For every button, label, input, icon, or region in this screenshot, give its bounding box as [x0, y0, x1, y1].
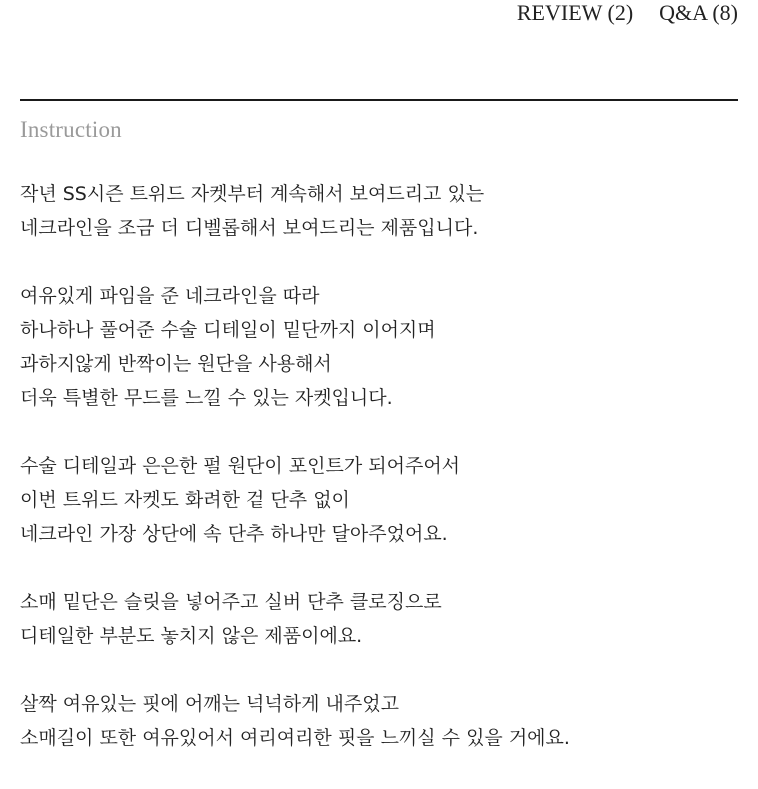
paragraph [20, 279, 748, 415]
text-line: 과하지않게 반짝이는 원단을 사용해서 [20, 353, 332, 375]
text-line: 소매길이 또한 여유있어서 여리여리한 핏을 느끼실 수 있을 거에요. [20, 727, 570, 749]
text-line: 여유있게 파임을 준 네크라인을 따라 [20, 285, 320, 307]
text-line: 수술 디테일과 은은한 펄 원단이 포인트가 되어주어서 [20, 455, 461, 477]
text-line: 더욱 특별한 무드를 느낄 수 있는 자켓입니다. [20, 387, 393, 409]
paragraph [20, 585, 748, 653]
text-line: 작년 SS시즌 트위드 자켓부터 계속해서 보여드리고 있는 [20, 183, 485, 205]
text-line: 살짝 여유있는 핏에 어깨는 넉넉하게 내주었고 [20, 693, 399, 715]
qa-tab-link[interactable]: Q&A (8) [659, 0, 738, 25]
text-line: 네크라인 가장 상단에 속 단추 하나만 달아주었어요. [20, 523, 448, 545]
text-line: 디테일한 부분도 놓치지 않은 제품이에요. [20, 625, 363, 647]
section-divider [20, 99, 738, 101]
paragraph [20, 687, 748, 755]
text-line: 이번 트위드 자켓도 화려한 겉 단추 없이 [20, 489, 350, 511]
instruction-content [20, 177, 748, 789]
review-tab-link[interactable]: REVIEW (2) [516, 0, 634, 25]
text-line: 하나하나 풀어준 수술 디테일이 밑단까지 이어지며 [20, 319, 436, 341]
paragraph [20, 177, 748, 245]
paragraph [20, 449, 748, 551]
text-line: 소매 밑단은 슬릿을 넣어주고 실버 단추 클로징으로 [20, 591, 442, 613]
product-tab-links [517, 0, 738, 26]
text-line: 네크라인을 조금 더 디벨롭해서 보여드리는 제품입니다. [20, 217, 479, 239]
section-title: Instruction [20, 117, 122, 142]
